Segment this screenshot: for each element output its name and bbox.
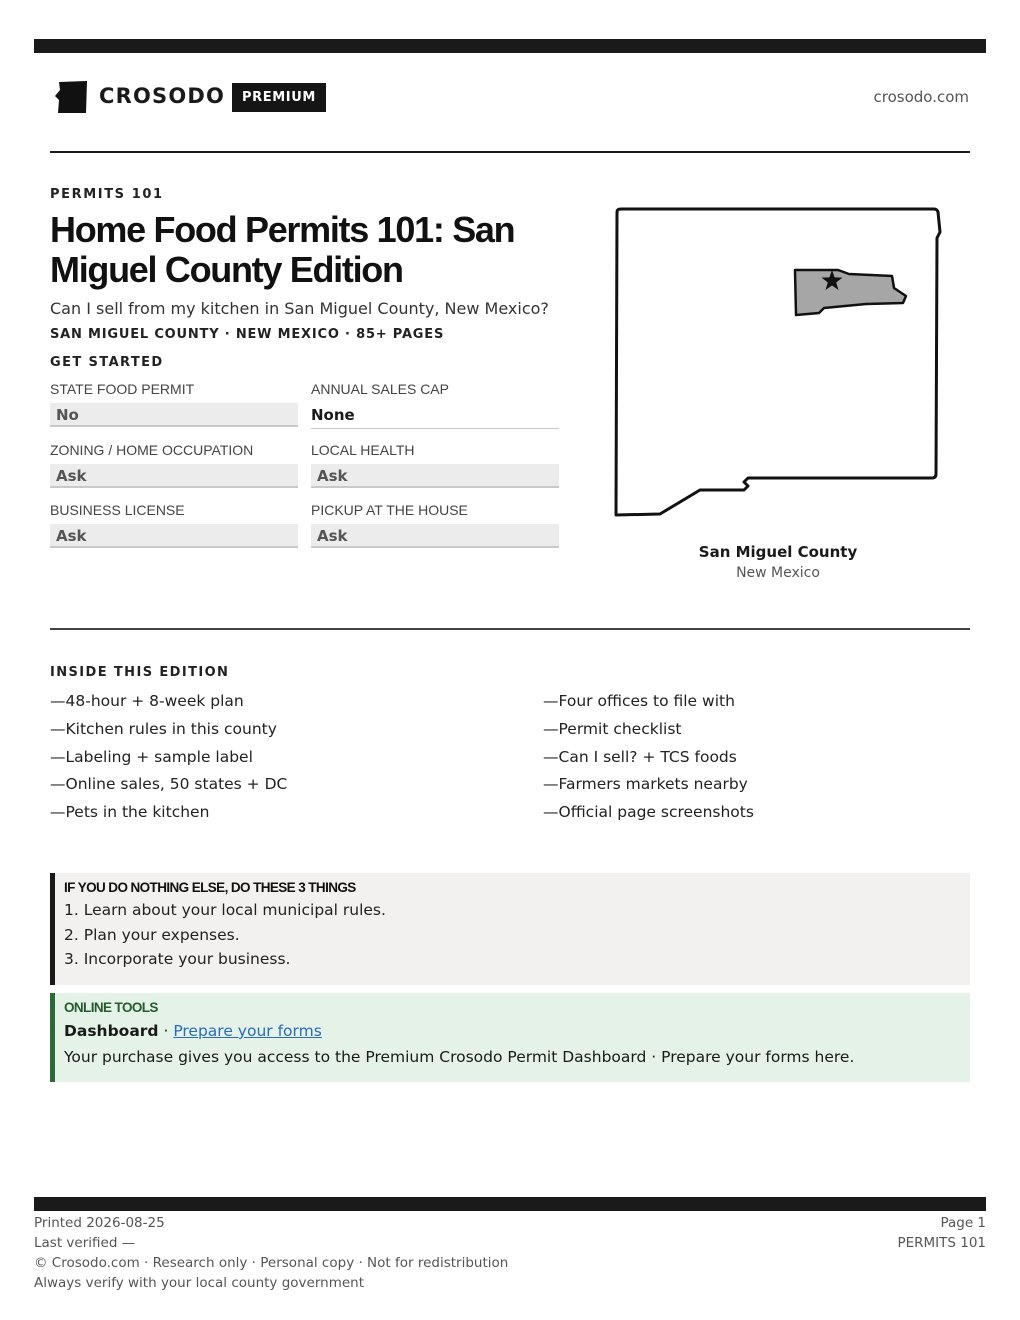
field-label: ANNUAL SALES CAP — [311, 381, 449, 397]
callout-list — [64, 901, 970, 975]
list-item: —Can I sell? + TCS foods — [543, 747, 737, 766]
get-started-heading: GET STARTED — [50, 355, 164, 370]
callout-title: IF YOU DO NOTHING ELSE, DO THESE 3 THINGS — [64, 880, 356, 895]
inside-edition-heading: INSIDE THIS EDITION — [50, 665, 230, 680]
field-label: PICKUP AT THE HOUSE — [311, 502, 468, 518]
list-item: —Labeling + sample label — [50, 747, 253, 766]
field-value: Ask — [50, 464, 298, 488]
field-label: BUSINESS LICENSE — [50, 502, 185, 518]
state-outline — [616, 209, 940, 515]
last-verified: Last verified — — [34, 1235, 136, 1251]
list-item: —48-hour + 8-week plan — [50, 692, 244, 710]
dashboard-label: Dashboard — [64, 1022, 159, 1040]
footer-left — [34, 1213, 508, 1293]
field-business-license — [50, 502, 298, 548]
edition-meta: SAN MIGUEL COUNTY · NEW MEXICO · 85+ PAGES — [50, 327, 445, 342]
list-item: —Online sales, 50 states + DC — [50, 775, 288, 794]
field-value: None — [311, 403, 559, 429]
page-title: Home Food Permits 101: San Miguel County Edition — [50, 209, 515, 290]
premium-badge: PREMIUM — [232, 83, 326, 112]
tools-description: Your purchase gives you access to the Premium Crosodo Permit Dashboard · Prepare your forms here. — [64, 1048, 855, 1066]
list-item: —Official page screenshots — [543, 803, 754, 822]
page-subtitle: Can I sell from my kitchen in San Miguel County, New Mexico? — [50, 299, 549, 318]
field-value: Ask — [311, 464, 559, 488]
verify-note: Always verify with your local county government — [34, 1275, 364, 1291]
map-county-label: San Miguel County — [698, 543, 858, 561]
contents-list-left — [50, 692, 287, 831]
three-things-callout — [50, 873, 970, 985]
list-item: —Farmers markets nearby — [543, 775, 748, 794]
list-item: —Kitchen rules in this county — [50, 719, 277, 738]
bottom-rule — [34, 1197, 986, 1211]
state-map — [612, 206, 944, 522]
printed-date: Printed 2026-08-25 — [34, 1215, 165, 1231]
section-divider — [50, 628, 970, 630]
field-pickup-at-house — [311, 502, 559, 548]
field-annual-sales-cap — [311, 381, 559, 429]
field-label: ZONING / HOME OCCUPATION — [50, 442, 254, 458]
brand-name: CROSODO — [99, 84, 226, 108]
list-item: 3. Incorporate your business. — [64, 950, 291, 968]
footer-right — [897, 1213, 986, 1253]
copyright-notice: © Crosodo.com · Research only · Personal copy · Not for redistribution — [34, 1255, 509, 1271]
field-label: STATE FOOD PERMIT — [50, 381, 195, 397]
field-local-health — [311, 442, 559, 488]
list-item: —Four offices to file with — [543, 692, 735, 710]
field-value: Ask — [50, 524, 298, 548]
field-zoning — [50, 442, 298, 488]
list-item: —Pets in the kitchen — [50, 803, 210, 822]
prepare-forms-link[interactable]: Prepare your forms — [173, 1022, 322, 1040]
tools-title: ONLINE TOOLS — [64, 1000, 158, 1015]
header-divider — [50, 151, 970, 153]
online-tools-box — [50, 993, 970, 1082]
map-state-label: New Mexico — [736, 565, 820, 581]
page-number: Page 1 — [940, 1215, 986, 1231]
site-link[interactable]: crosodo.com — [873, 88, 969, 106]
list-item: 1. Learn about your local municipal rules. — [64, 901, 386, 919]
field-value: Ask — [311, 524, 559, 548]
top-rule — [34, 39, 986, 53]
tools-row — [64, 1022, 970, 1048]
list-item: —Permit checklist — [543, 719, 682, 738]
field-state-food-permit — [50, 381, 298, 427]
contents-list-right — [543, 692, 754, 831]
field-value: No — [50, 403, 298, 427]
logo-icon — [54, 80, 88, 114]
field-label: LOCAL HEALTH — [311, 442, 415, 458]
list-item: 2. Plan your expenses. — [64, 925, 240, 944]
footer-section: PERMITS 101 — [897, 1235, 986, 1251]
tools-separator: · — [158, 1022, 174, 1040]
county-shape — [795, 270, 906, 315]
section-kicker: PERMITS 101 — [50, 187, 164, 202]
